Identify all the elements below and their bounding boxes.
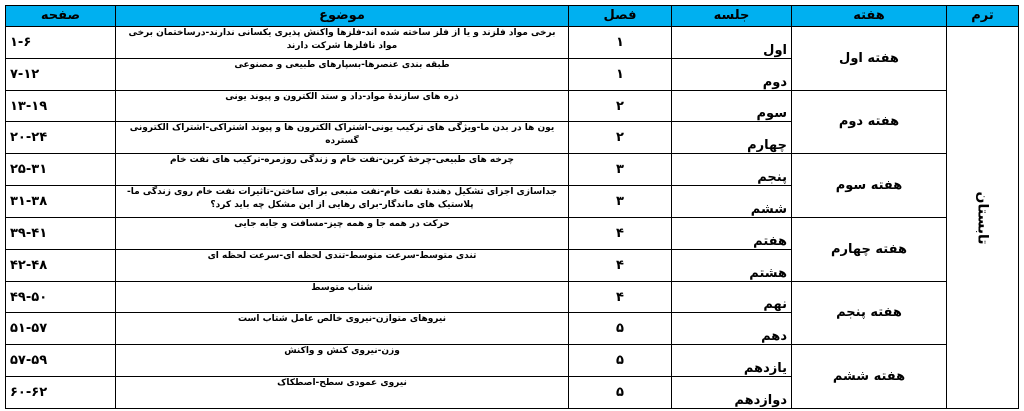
course-schedule-table [5,5,1019,409]
chapter-cell: ۵ [569,377,672,409]
term-cell [947,27,1019,409]
pages-cell: ۳۹-۴۱ [6,217,116,249]
session-cell: پنجم [672,154,792,186]
session-cell: چهارم [672,122,792,154]
pages-cell: ۷-۱۲ [6,58,116,90]
session-cell: یازدهم [672,345,792,377]
pages-cell: ۱۳-۱۹ [6,90,116,122]
topic-cell: وزن-نیروی کنش و واکنش [116,345,569,377]
topic-cell: حرکت در همه جا و همه چیز-مسافت و جابه جایی [116,217,569,249]
pages-cell: ۴۲-۴۸ [6,249,116,281]
chapter-cell: ۲ [569,122,672,154]
pages-cell: ۶۰-۶۲ [6,377,116,409]
session-cell: دوم [672,58,792,90]
chapter-cell: ۱ [569,58,672,90]
chapter-cell: ۵ [569,345,672,377]
session-cell: هفتم [672,217,792,249]
header-week: هفته [792,6,947,27]
pages-cell: ۱-۶ [6,27,116,59]
session-cell: هشتم [672,249,792,281]
topic-cell: شتاب متوسط [116,281,569,313]
pages-cell: ۲۰-۲۴ [6,122,116,154]
table-row [6,217,1019,249]
week-cell: هفته پنجم [792,281,947,345]
pages-cell: ۵۱-۵۷ [6,313,116,345]
table-row [6,90,1019,122]
week-cell: هفته دوم [792,90,947,154]
header-term: ترم [947,6,1019,27]
table-row [6,281,1019,313]
session-cell: سوم [672,90,792,122]
pages-cell: ۵۷-۵۹ [6,345,116,377]
table-row [6,345,1019,377]
week-cell: هفته چهارم [792,217,947,281]
session-cell: دوازدهم [672,377,792,409]
chapter-cell: ۳ [569,154,672,186]
week-cell: هفته ششم [792,345,947,409]
topic-cell: نیروی عمودی سطح-اصطکاک [116,377,569,409]
table-row [6,154,1019,186]
week-cell: هفته اول [792,27,947,91]
chapter-cell: ۴ [569,281,672,313]
chapter-cell: ۳ [569,186,672,218]
topic-cell: طبقه بندی عنصرها-بسپارهای طبیعی و مصنوعی [116,58,569,90]
table-row [6,27,1019,59]
chapter-cell: ۵ [569,313,672,345]
term-label: تابستان [974,191,991,244]
pages-cell: ۳۱-۳۸ [6,186,116,218]
chapter-cell: ۴ [569,249,672,281]
chapter-cell: ۲ [569,90,672,122]
header-topic: موضوع [116,6,569,27]
topic-cell: تندی متوسط-سرعت متوسط-تندی لحظه ای-سرعت لحظه ای [116,249,569,281]
pages-cell: ۴۹-۵۰ [6,281,116,313]
header-pages: صفحه [6,6,116,27]
topic-cell: یون ها در بدن ما-ویژگی های ترکیب یونی-اشتراک الکترون ها و پیوند اشتراکی-اشتراک الکترونی گسترده [116,122,569,154]
topic-cell: نیروهای متوازن-نیروی خالص عامل شتاب است [116,313,569,345]
topic-cell: ذره های سازندهٔ مواد-داد و ستد الکترون و پیوند یونی [116,90,569,122]
header-session: جلسه [672,6,792,27]
header-chapter: فصل [569,6,672,27]
session-cell: ششم [672,186,792,218]
chapter-cell: ۱ [569,27,672,59]
topic-cell: چرخه های طبیعی-چرخهٔ کربن-نفت خام و زندگی روزمره-ترکیب های نفت خام [116,154,569,186]
topic-cell: جداسازی اجزای تشکیل دهندهٔ نفت خام-نفت منبعی برای ساختن-تاثیرات نفت خام روی زندگی ما-پلاستیک های ماندگار-برای رهایی از این مشکل چه باید کرد؟ [116,186,569,218]
header-row [6,6,1019,27]
chapter-cell: ۴ [569,217,672,249]
pages-cell: ۲۵-۳۱ [6,154,116,186]
session-cell: نهم [672,281,792,313]
week-cell: هفته سوم [792,154,947,218]
session-cell: دهم [672,313,792,345]
topic-cell: برخی مواد فلزند و یا از فلز ساخته شده اند-فلزها واکنش پذیری یکسانی ندارند-درساختمان برخی مواد نافلزها شرکت دارند [116,27,569,59]
session-cell: اول [672,27,792,59]
